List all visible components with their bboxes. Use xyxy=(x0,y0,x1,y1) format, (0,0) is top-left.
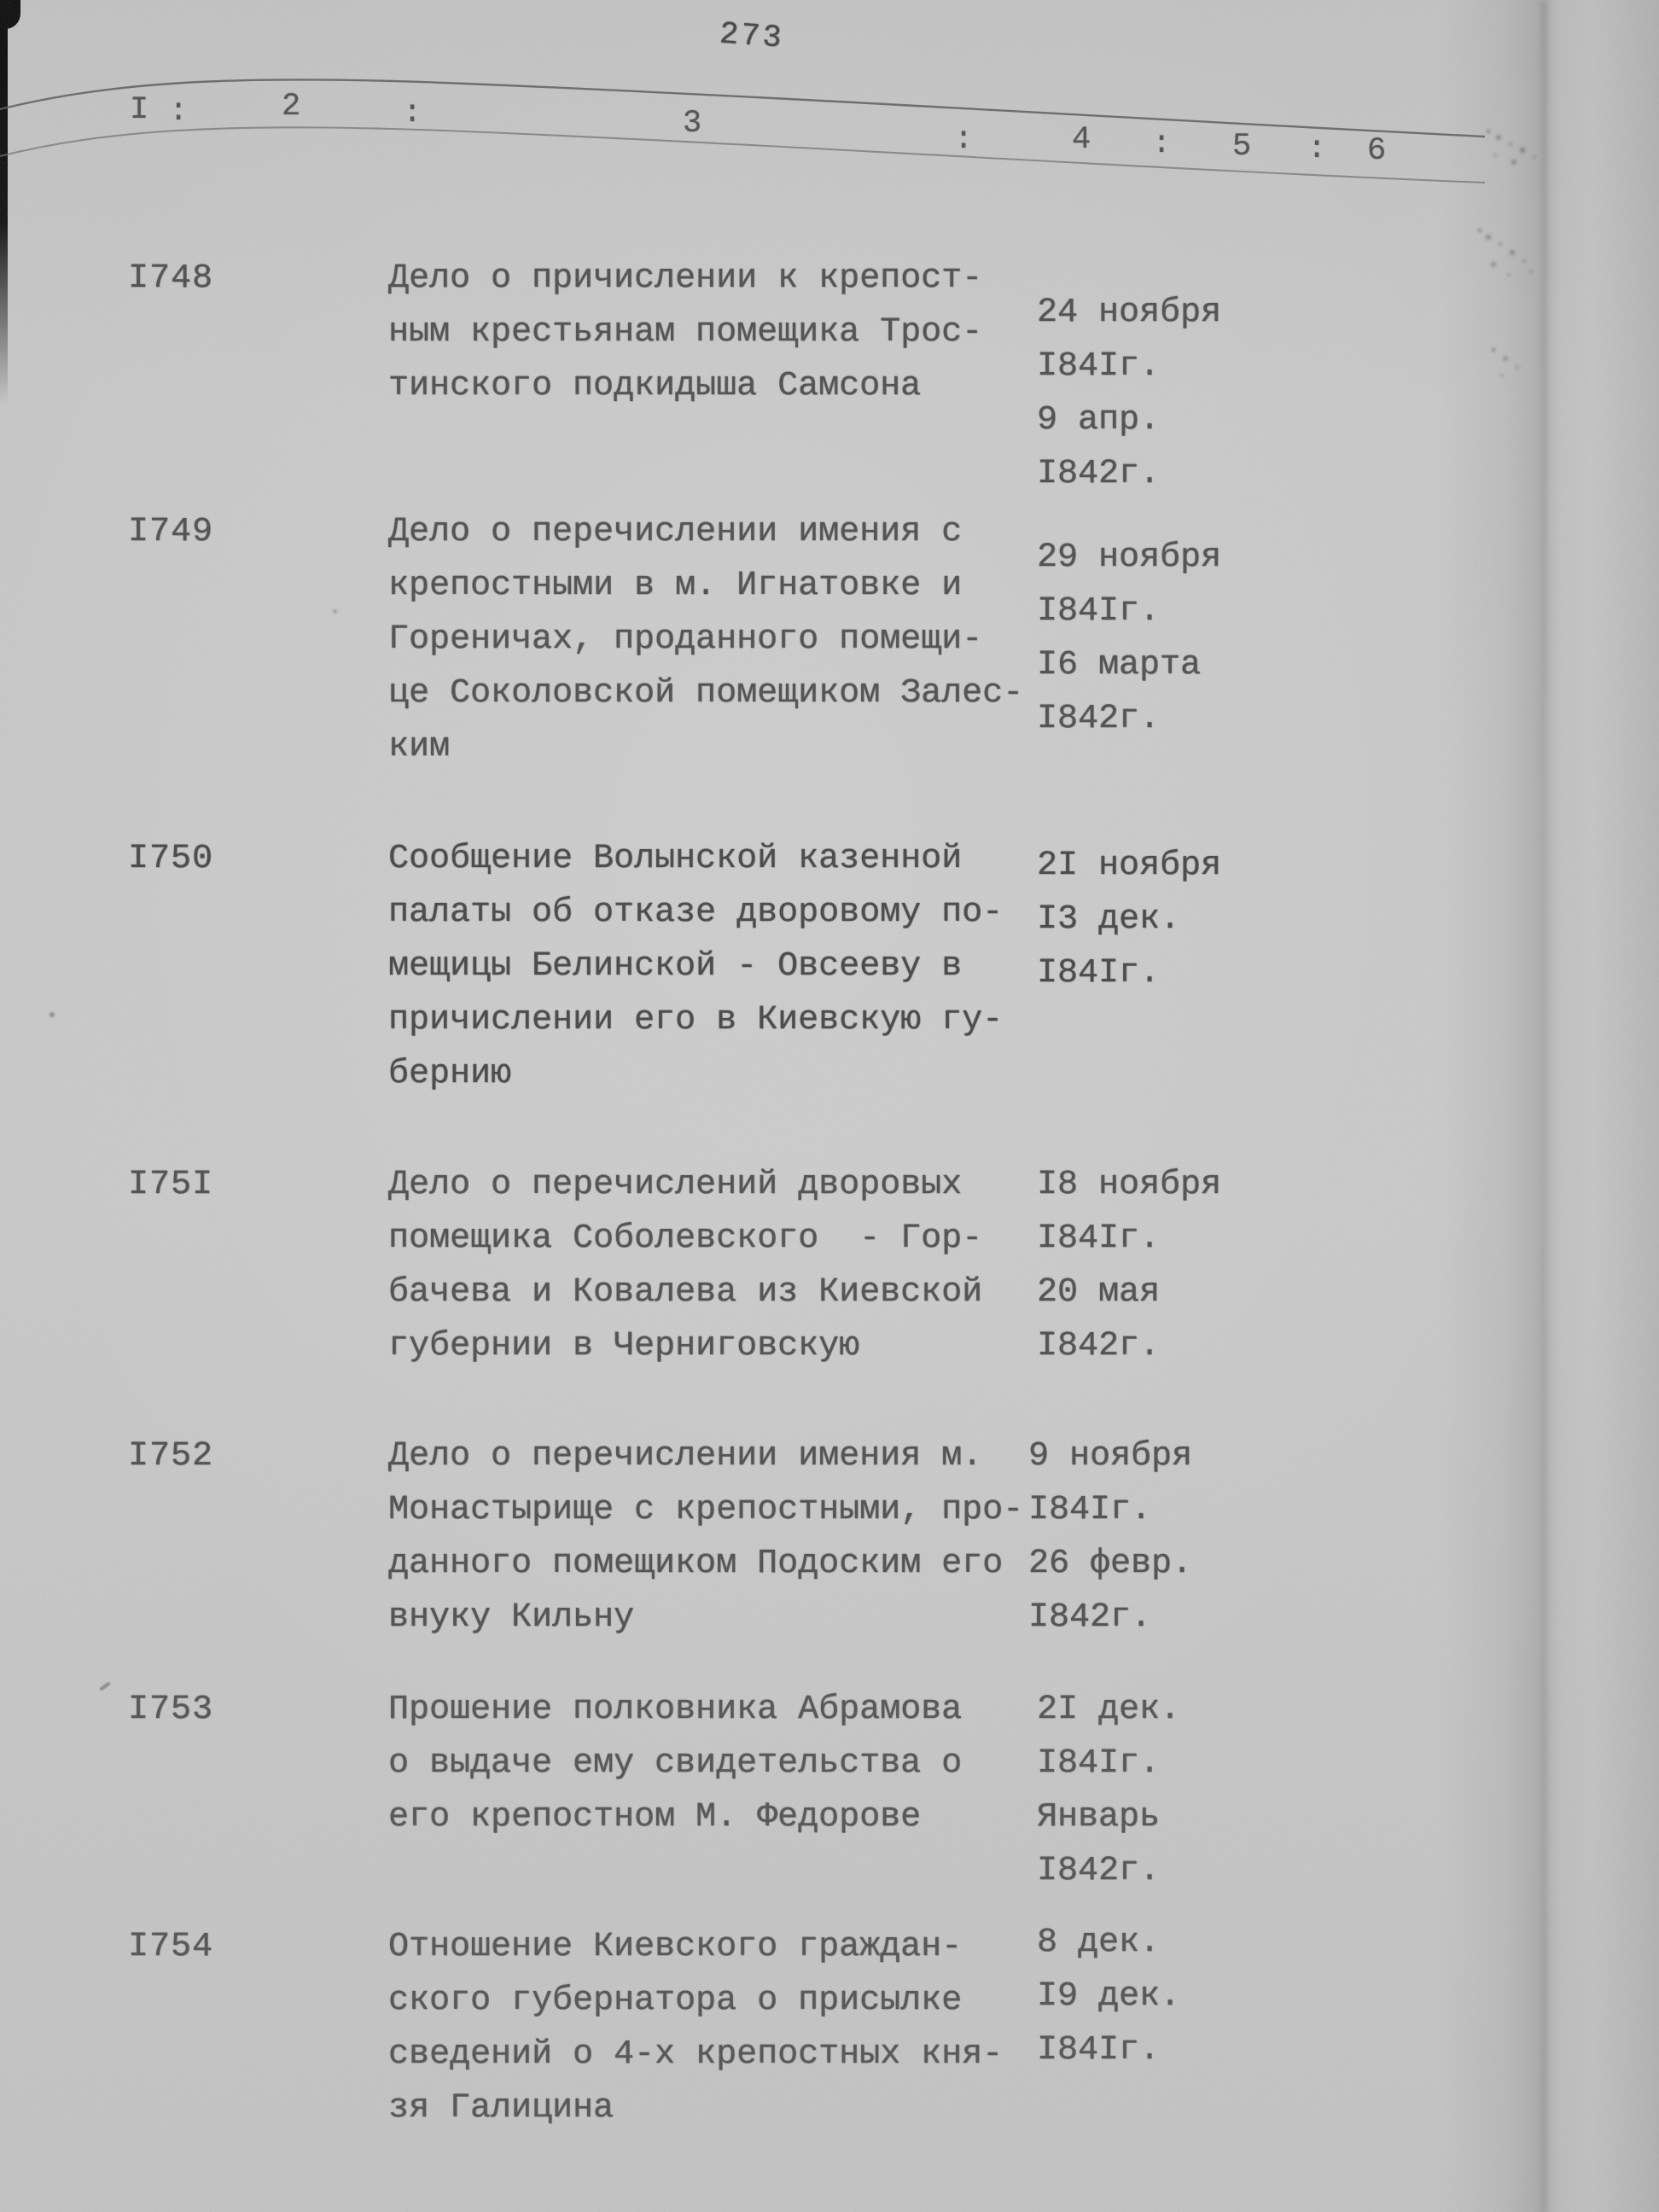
description-line: мещицы Белинской - Овсееву в xyxy=(388,947,963,986)
scan-edge-corner xyxy=(0,0,20,29)
entry-description xyxy=(388,1158,1045,1373)
page-fold-line xyxy=(1541,0,1547,2212)
column-header-4: 4 xyxy=(1072,122,1091,158)
date-line: I842г. xyxy=(1037,1327,1161,1365)
date-line: 8 дек. xyxy=(1037,1924,1161,1962)
description-line: внуку Кильну xyxy=(388,1598,635,1637)
entry-description xyxy=(388,252,1045,413)
description-line: Прошение полковника Абрамова xyxy=(388,1691,963,1729)
date-line: I84Iг. xyxy=(1037,1744,1161,1783)
date-line: 9 ноября xyxy=(1028,1437,1193,1476)
entry-description xyxy=(388,1683,1045,1844)
column-header-5: 5 xyxy=(1232,129,1252,165)
date-line: 20 мая xyxy=(1037,1273,1161,1312)
description-line: Дело о причислении к крепост- xyxy=(388,259,983,298)
column-separator: : xyxy=(954,122,974,158)
date-line: I84Iг. xyxy=(1037,2031,1161,2069)
description-line: губернии в Черниговскую xyxy=(388,1327,860,1365)
column-header-6: 6 xyxy=(1367,133,1387,169)
date-line: I84Iг. xyxy=(1028,1491,1152,1529)
description-line: бернию xyxy=(388,1055,512,1093)
column-separator: : xyxy=(1152,126,1172,162)
column-separator: : xyxy=(169,94,189,130)
description-line: его крепостном М. Федорове xyxy=(388,1798,922,1837)
entry-description xyxy=(388,1429,1045,1644)
entry-number: I750 xyxy=(128,840,214,878)
header-rule-top xyxy=(0,79,1485,137)
description-line: Монастырище с крепостными, про- xyxy=(388,1491,1024,1529)
date-line: I84Iг. xyxy=(1037,1220,1161,1258)
paper-speck xyxy=(49,1012,55,1017)
date-line: 29 ноября xyxy=(1037,538,1222,577)
column-header-3: 3 xyxy=(683,106,702,142)
description-line: це Соколовской помещиком Залес- xyxy=(388,674,1024,713)
entry-number: I753 xyxy=(128,1691,214,1729)
paper-speck xyxy=(333,609,337,614)
description-line: бачева и Ковалева из Киевской xyxy=(388,1273,983,1312)
date-line: 2I дек. xyxy=(1037,1691,1181,1729)
description-line: тинского подкидыша Самсона xyxy=(388,367,922,405)
description-line: помещика Соболевского - Гор- xyxy=(388,1220,983,1258)
description-line: причислении его в Киевскую гу- xyxy=(388,1001,1004,1039)
entry-dates xyxy=(1037,1916,1310,2077)
ink-smudge xyxy=(1492,348,1495,352)
entry-number: I748 xyxy=(128,259,214,298)
entry-dates xyxy=(1037,531,1310,746)
description-line: данного помещиком Подоским его xyxy=(388,1545,1004,1583)
date-line: I6 марта xyxy=(1037,646,1202,684)
entry-number: I752 xyxy=(128,1437,214,1476)
entry-dates xyxy=(1037,839,1310,1000)
description-line: сведений о 4-х крепостных кня- xyxy=(388,2035,1004,2074)
entry-number: I749 xyxy=(128,513,214,551)
description-line: ным крестьянам помещика Трос- xyxy=(388,313,983,352)
date-line: I84Iг. xyxy=(1037,592,1161,631)
date-line: 24 ноября xyxy=(1037,294,1222,332)
page-fold-shadow xyxy=(1437,0,1659,2212)
date-line: 26 февр. xyxy=(1028,1545,1193,1583)
date-line: I9 дек. xyxy=(1037,1977,1181,2016)
ink-smudge xyxy=(1487,130,1490,133)
date-line: I84Iг. xyxy=(1037,347,1161,386)
date-line: I842г. xyxy=(1037,455,1161,493)
entry-description xyxy=(388,832,1045,1101)
ink-smudge xyxy=(1478,229,1481,232)
column-separator: : xyxy=(1307,131,1327,167)
date-line: I3 дек. xyxy=(1037,900,1181,939)
date-line: I842г. xyxy=(1037,1852,1161,1890)
date-line: I842г. xyxy=(1028,1598,1152,1637)
description-line: Сообщение Волынской казенной xyxy=(388,840,963,878)
date-line: I84Iг. xyxy=(1037,954,1161,992)
date-line: Январь xyxy=(1037,1798,1161,1837)
entry-dates xyxy=(1037,286,1310,501)
description-line: Гореничах, проданного помещи- xyxy=(388,620,983,659)
entry-dates xyxy=(1037,1158,1310,1373)
entry-dates xyxy=(1037,1683,1310,1898)
description-line: Дело о перечислений дворовых xyxy=(388,1166,963,1204)
date-line: I8 ноября xyxy=(1037,1166,1222,1204)
entry-description xyxy=(388,1920,1045,2135)
date-line: 2I ноября xyxy=(1037,847,1222,885)
description-line: Дело о перечислении имения с xyxy=(388,513,963,551)
description-line: Отношение Киевского граждан- xyxy=(388,1928,963,1966)
entry-description xyxy=(388,505,1045,774)
table-header-rules xyxy=(0,0,1659,256)
description-line: зя Галицина xyxy=(388,2089,614,2128)
description-line: о выдаче ему свидетельства о xyxy=(388,1744,963,1783)
scan-edge-left xyxy=(0,0,8,405)
entry-number: I754 xyxy=(128,1928,214,1966)
paper-speck xyxy=(99,1681,111,1691)
description-line: крепостными в м. Игнатовке и xyxy=(388,567,963,605)
date-line: 9 апр. xyxy=(1037,401,1161,439)
date-line: I842г. xyxy=(1037,700,1161,738)
description-line: ского губернатора о присылке xyxy=(388,1982,963,2020)
description-line: Дело о перечислении имения м. xyxy=(388,1437,983,1476)
entry-number: I75I xyxy=(128,1166,214,1204)
column-header-1: I xyxy=(130,92,149,128)
page-number: 273 xyxy=(718,16,785,57)
description-line: палаты об отказе дворовому по- xyxy=(388,894,1004,932)
entry-dates xyxy=(1028,1429,1301,1644)
header-rule-bottom xyxy=(0,127,1485,183)
column-separator: : xyxy=(403,96,422,131)
description-line: ким xyxy=(388,728,451,766)
column-header-2: 2 xyxy=(282,89,301,125)
